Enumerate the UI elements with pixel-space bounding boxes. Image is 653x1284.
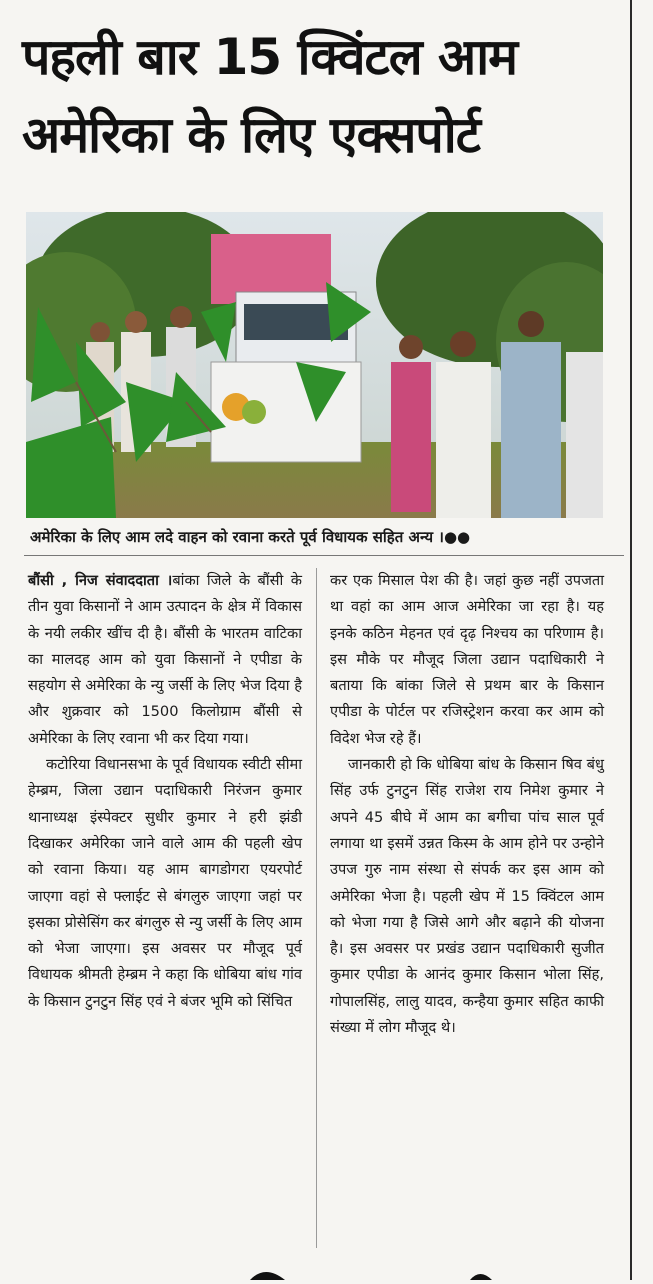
headline-line-1: पहली बार 15 क्विंटल आम [22, 28, 518, 86]
article-paragraph: कर एक मिसाल पेश की है। जहां कुछ नहीं उपजता था वहां का आम आज अमेरिका जा रहा है। यह इनके कठिन मेहनत एवं दृढ़ निश्चय का परिणाम है। इस मौके पर मौजूद जिला उद्यान पदाधिकारी ने बताया कि बांका जिले से प्रथम बार के किसान एपीडा के पोर्टल पर रजिस्ट्रेशन करवा कर आम को विदेश भेज रहे हैं। [330, 572, 604, 747]
news-photo [26, 212, 603, 518]
caption-divider [24, 555, 624, 556]
article-column-right [330, 568, 604, 1041]
article-paragraph: जानकारी हो कि धोबिया बांध के किसान षिव बंधु सिंह उर्फ टुनटुन सिंह राजेश राय निमेश कुमार ने अपने 45 बीघे में आम का बगीचा पांच साल पूर्व लगाया था इसमें उन्नत किस्म के आम होने पर उन्होने उपज गुरु नाम संस्था से संपर्क कर इस आम को अमेरिका भेजा है। पहली खेप में 15 क्विंटल आम को भेजा गया है जिसे आगे और बढ़ाने की योजना है। इस अवसर पर प्रखंड उद्यान पदाधिकारी सुजीत कुमार एपीडा के आनंद कुमार किसान भोला सिंह, गोपालसिंह, लालु यादव, कन्हैया कुमार सहित काफी संख्या में लोग मौजूद थे। [330, 756, 604, 1037]
page-edge-rule [630, 0, 632, 1280]
headline-line-2: अमेरिका के लिए एक्सपोर्ट [22, 106, 480, 164]
article-column-left [28, 568, 302, 1015]
cropped-next-headline [0, 1262, 630, 1280]
column-divider [316, 568, 317, 1248]
article-paragraph: कटोरिया विधानसभा के पूर्व विधायक स्वीटी सीमा हेम्ब्रम, जिला उद्यान पदाधिकारी निरंजन कुमार थानाध्यक्ष इंस्पेक्टर सुधीर कुमार ने हरी झंडी दिखाकर अमेरिका जाने वाले आम की पहली खेप को रवाना किया। यह आम बागडोगरा एयरपोर्ट जाएगा वहां से फ्लाईट से बंगलुरु जाएगा जहां पर इसका प्रोसेसिंग कर बंगलुरु से न्यु जर्सी के लिए आम को भेजा जाएगा। इस अवसर पर मौजूद पूर्व विधायक श्रीमती हेम्ब्रम ने कहा कि धोबिया बांध गांव के किसान टुनटुन सिंह एवं ने बंजर भूमि को सिंचित [28, 756, 302, 1010]
headline [22, 18, 622, 174]
photo-caption: अमेरिका के लिए आम लदे वाहन को रवाना करते पूर्व विधायक सहित अन्य ।●● [30, 528, 471, 546]
article-paragraph [28, 568, 302, 752]
article-text: बांका जिले के बौंसी के तीन युवा किसानों ने आम उत्पादन के क्षेत्र में विकास के नयी लकीर खींच दी है। बौंसी के भारतम वाटिका का मालदह आम को युवा किसानों ने एपीडा के सहयोग से अमेरिका के न्यु जर्सी के लिए भेज दिया है और शुक्रवार को 1500 किलोग्राम बौंसी से अमेरिका के लिए रवाना भी कर दिया गया। [28, 572, 302, 747]
dateline: बौंसी , निज संवाददाता । [28, 572, 173, 589]
